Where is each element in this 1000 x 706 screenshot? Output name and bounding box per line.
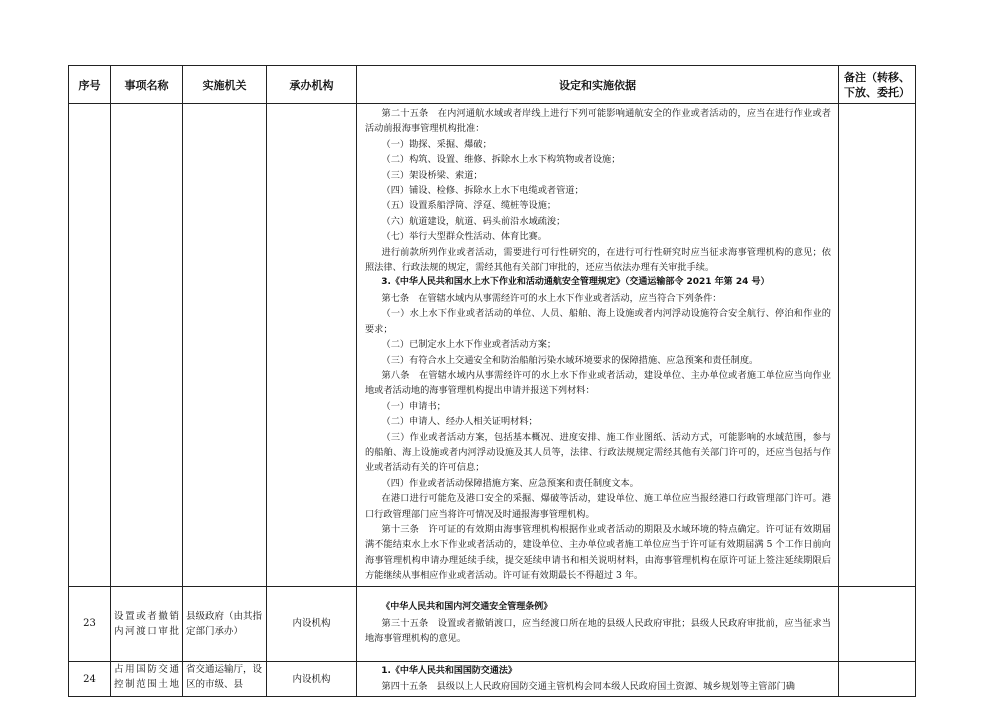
cont-basis-paragraph: （一）水上水下作业或者活动的单位、人员、船舶、海上设施或者内河浮动设施符合安全航行、停泊和作业的要求； — [365, 308, 831, 335]
cont-basis-paragraph: 在港口进行可能危及港口安全的采掘、爆破等活动，建设单位、施工单位应当报经港口行政管理部门许可。港口行政管理部门应当将许可情况及时通报海事管理机构。 — [365, 493, 831, 520]
row24-authority — [183, 661, 267, 697]
row23-note — [839, 586, 916, 661]
row24-item-name — [111, 661, 183, 697]
cont-basis-paragraph: 第十三条 许可证的有效期由海事管理机构根据作业或者活动的期限及水域环境的特点确定。许可证有效期届满不能结束水上水下作业或者活动的，建设单位、主办单位或者施工单位应当于许可证有效期届满 5 个工作日前向海事管理机构申请办理延续手续，提交延续申请书和相关说明材料，由海事管理机构在原许可证上签注延续期限后方能继续从事相应作业或者活动。许可证有效期最长不得超过 3 年。 — [365, 523, 831, 582]
header-seq: 序号 — [69, 66, 111, 104]
cont-basis-paragraph: （一）勘探、采掘、爆破； — [381, 138, 492, 150]
cont-item-cell — [111, 104, 183, 587]
row23-basis-text: 第三十五条 设置或者撤销渡口，应当经渡口所在地的县级人民政府审批；县级人民政府审批前，应当征求当地海事管理机构的意见。 — [365, 617, 831, 645]
row24-basis-title: 1.《中华人民共和国国防交通法》 — [381, 665, 517, 676]
cont-basis-cell — [357, 104, 839, 587]
cont-seq-cell — [69, 104, 111, 587]
header-undertaker: 承办机构 — [267, 66, 357, 104]
cont-basis-paragraph: 第二十五条 在内河通航水域或者岸线上进行下列可能影响通航安全的作业或者活动的，应当在进行作业或者活动前报海事管理机构批准： — [365, 108, 831, 135]
row23-authority: 县级政府（由其指定部门承办） — [183, 586, 267, 661]
approval-items-table — [68, 65, 916, 697]
header-basis: 设定和实施依据 — [357, 66, 839, 104]
table-header-row — [69, 66, 916, 104]
cont-basis-paragraph: （三）架设桥梁、索道； — [381, 169, 483, 181]
cont-undertaker-cell — [267, 104, 357, 587]
cont-note-cell — [839, 104, 916, 587]
row24-seq: 24 — [69, 661, 111, 697]
cont-basis-paragraph: （五）设置系船浮筒、浮趸、缆桩等设施； — [381, 200, 557, 212]
row23-undertaker: 内设机构 — [267, 586, 357, 661]
row24-authority-text: 省交通运输厅，设区的市级、县 — [186, 663, 263, 690]
cont-basis-paragraph: （四）铺设、检修、拆除水上水下电缆或者管道； — [381, 185, 584, 197]
cont-basis-paragraph: （一）申请书； — [381, 400, 446, 412]
row24-basis-text: 第四十五条 县级以上人民政府国防交通主管机构会同本级人民政府国土资源、城乡规划等主管部门确 — [381, 681, 795, 692]
cont-basis-paragraph: （七）举行大型群众性活动、体育比赛。 — [381, 231, 547, 243]
cont-authority-cell — [183, 104, 267, 587]
row23-basis-title: 《中华人民共和国内河交通安全管理条例》 — [381, 602, 553, 613]
header-item-name: 事项名称 — [111, 66, 183, 104]
cont-basis-paragraph: （二）构筑、设置、维修、拆除水上水下构筑物或者设施； — [381, 154, 621, 166]
cont-basis-paragraph: 进行前款所列作业或者活动，需要进行可行性研究的，在进行可行性研究时应当征求海事管理机构的意见；依照法律、行政法规的规定，需经其他有关部门审批的，还应当依法办理有关审批手续。 — [365, 246, 831, 274]
table-row — [69, 586, 916, 661]
cont-basis-paragraph: （二）已制定水上水下作业或者活动方案； — [381, 339, 557, 351]
cont-basis-paragraph: （三）有符合水上交通安全和防治船舶污染水域环境要求的保障措施、应急预案和责任制度。 — [381, 354, 759, 366]
cont-basis-paragraph: （六）航道建设，航道、码头前沿水域疏浚； — [381, 215, 566, 227]
cont-basis-paragraph: 3.《中华人民共和国水上水下作业和活动通航安全管理规定》（交通运输部令 2021 年第 24 号） — [381, 277, 770, 288]
row24-note — [839, 661, 916, 697]
cont-basis-paragraph: 第八条 在管辖水域内从事需经许可的水上水下作业或者活动，建设单位、主办单位或者施工单位应当向作业地或者活动地的海事管理机构提出申请并报送下列材料： — [365, 369, 831, 397]
row23-seq: 23 — [69, 586, 111, 661]
cont-basis-paragraph: （三）作业或者活动方案，包括基本概况、进度安排、施工作业图纸、活动方式，可能影响的水域范围，参与的船舶、海上设施或者内河浮动设施及其人员等，法律、行政法规规定需经其他有关部门许可的，还应当包括与作业或者活动有关的许可信息； — [365, 431, 831, 474]
table-row-continued — [69, 104, 916, 587]
table-row — [69, 661, 916, 697]
cont-basis-paragraph: 第七条 在管辖水域内从事需经许可的水上水下作业或者活动，应当符合下列条件： — [381, 292, 722, 304]
row24-basis-cell — [357, 661, 839, 697]
row24-undertaker: 内设机构 — [267, 661, 357, 697]
header-authority: 实施机关 — [183, 66, 267, 104]
cont-basis-paragraph: （二）申请人、经办人相关证明材料； — [381, 416, 538, 428]
cont-basis-paragraph: （四）作业或者活动保障措施方案、应急预案和责任制度文本。 — [381, 477, 639, 489]
row23-item-name: 设置或者撤销内河渡口审批 — [111, 586, 183, 661]
row23-basis-cell — [357, 586, 839, 661]
header-note: 备注（转移、下放、委托） — [839, 66, 916, 104]
row24-item-name-text: 占用国防交通控制范围土地 — [114, 663, 179, 690]
